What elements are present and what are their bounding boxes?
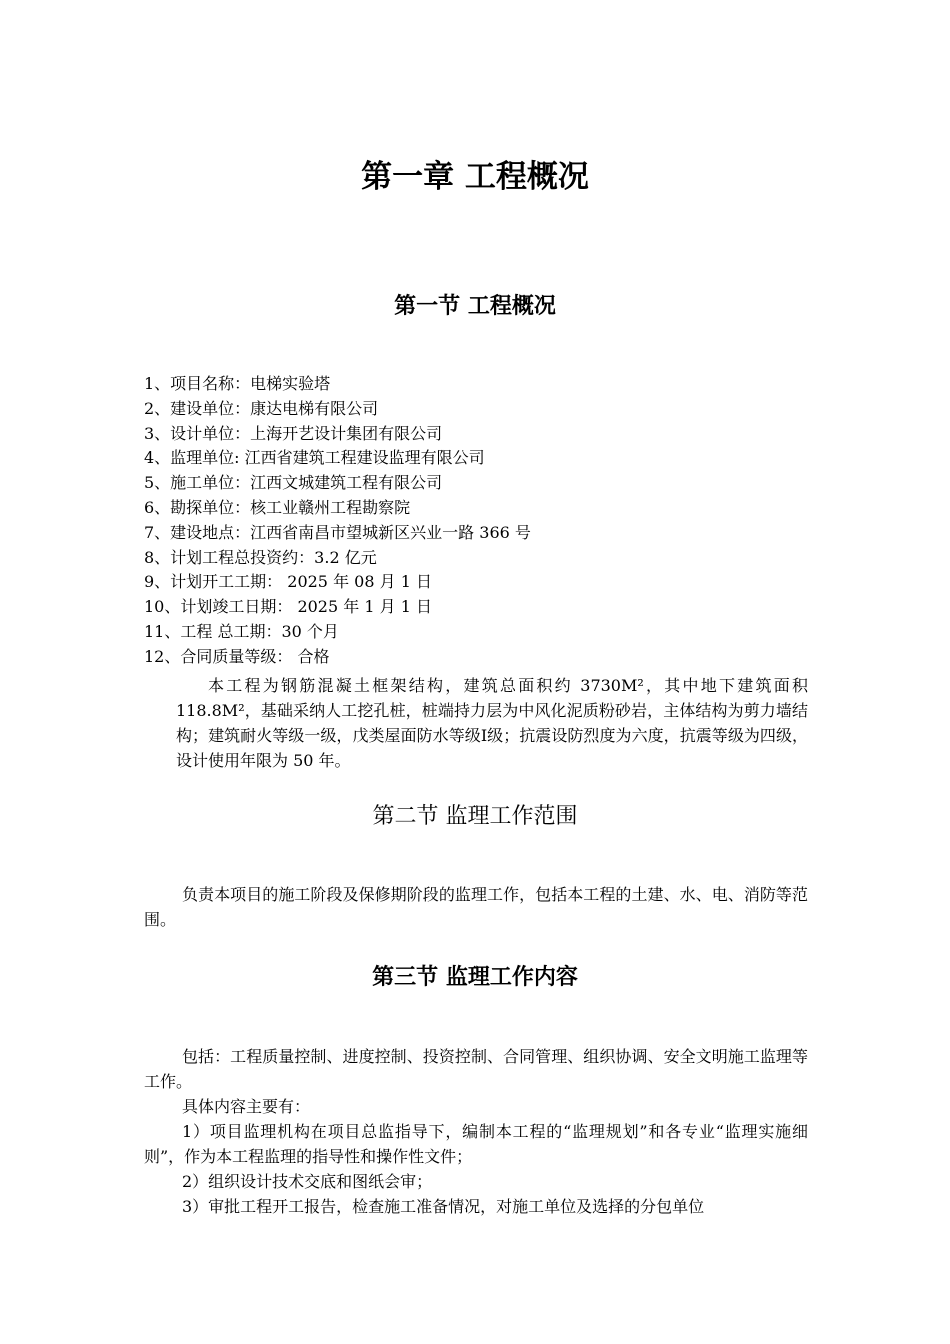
content-intro-paragraph: 包括：工程质量控制、进度控制、投资控制、合同管理、组织协调、安全文明施工监理等工作。: [144, 1047, 808, 1091]
section3-title: 第三节 监理工作内容: [372, 965, 578, 990]
content-item: 3）审批工程开工报告，检查施工准备情况，对施工单位及选择的分包单位: [182, 1197, 705, 1216]
section2-title: 第二节 监理工作范围: [372, 804, 578, 829]
project-info-list: [144, 372, 531, 670]
list-item: 9、计划开工工期： 2025 年 08 月 1 日: [144, 572, 432, 592]
list-item: 11、工程 总工期：30 个月: [144, 621, 339, 641]
content-item: 2）组织设计技术交底和图纸会审；: [182, 1172, 433, 1191]
list-item: 7、建设地点：江西省南昌市望城新区兴业一路 366 号: [144, 522, 531, 542]
list-item: 6、勘探单位：核工业赣州工程勘察院: [144, 497, 411, 517]
list-item: 3、设计单位：上海开艺设计集团有限公司: [144, 423, 443, 443]
list-item: 2、建设单位：康达电梯有限公司: [144, 398, 379, 418]
scope-paragraph: 负责本项目的施工阶段及保修期阶段的监理工作，包括本工程的土建、水、电、消防等范围。: [144, 885, 808, 929]
section1-title: 第一节 工程概况: [394, 294, 556, 319]
list-item: 8、计划工程总投资约：3.2 亿元: [144, 547, 377, 567]
list-item: 5、施工单位：江西文城建筑工程有限公司: [144, 473, 443, 493]
list-item: 4、监理单位: 江西省建筑工程建设监理有限公司: [144, 448, 485, 468]
list-item: 12、合同质量等级： 合格: [144, 646, 330, 666]
list-item: 1、项目名称：电梯实验塔: [144, 374, 331, 393]
project-description: 本工程为钢筋混凝土框架结构，建筑总面积约 3730M²，其中地下建筑面积 118.8M²，基础采纳人工挖孔桩，桩端持力层为中风化泥质粉砂岩，主体结构为剪力墙结构；建筑耐火等级一级，戊类屋面防水等级Ⅰ级；抗震设防烈度为六度，抗震等级为四级，设计使用年限为 50 年。: [176, 676, 808, 770]
content-subintro-paragraph: 具体内容主要有：: [182, 1097, 311, 1116]
list-item: 10、计划竣工日期： 2025 年 1 月 1 日: [144, 597, 432, 617]
chapter-title: 第一章 工程概况: [361, 159, 589, 195]
content-item: 1）项目监理机构在项目总监指导下，编制本工程的“监理规划”和各专业“监理实施细则”，作为本工程监理的指导性和操作性文件；: [144, 1122, 808, 1166]
